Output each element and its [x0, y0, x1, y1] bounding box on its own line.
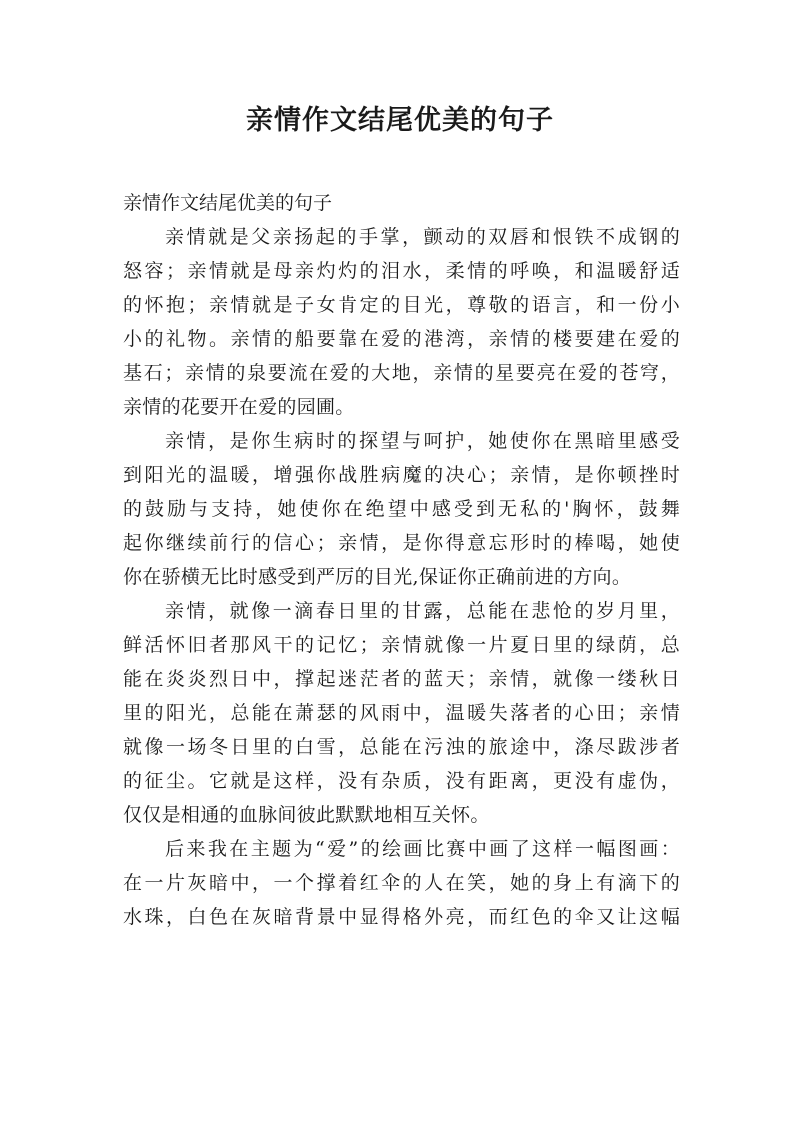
text-line: 后来我在主题为“爱”的绘画比赛中画了这样一幅图画：	[165, 838, 680, 860]
paragraph-4	[123, 832, 680, 934]
text-line: 起你继续前行的信心；亲情，是你得意忘形时的棒喝，她使	[123, 532, 680, 554]
text-line: 能在炎炎烈日中，撑起迷茫者的蓝天；亲情，就像一缕秋日	[123, 668, 680, 690]
text-line: 仅仅是相通的血脉间彼此默默地相互关怀。	[123, 804, 490, 826]
text-line: 水珠，白色在灰暗背景中显得格外亮，而红色的伞又让这幅	[123, 906, 680, 928]
text-line: 里的阳光，总能在萧瑟的风雨中，温暖失落者的心田；亲情	[123, 702, 680, 724]
text-line: 的征尘。它就是这样，没有杂质，没有距离，更没有虚伪，	[123, 770, 680, 792]
text-line: 小的礼物。亲情的船要靠在爱的港湾，亲情的楼要建在爱的	[123, 328, 680, 350]
text-line: 亲情的花要开在爱的园圃。	[123, 396, 355, 418]
document-body	[123, 186, 680, 934]
paragraph-2	[123, 424, 680, 594]
text-line: 鲜活怀旧者那风干的记忆；亲情就像一片夏日里的绿荫，总	[123, 634, 680, 656]
text-line: 到阳光的温暖，增强你战胜病魔的决心；亲情，是你顿挫时	[123, 464, 680, 486]
text-line: 亲情就是父亲扬起的手掌，颤动的双唇和恨铁不成钢的	[165, 226, 680, 248]
text-line: 怒容；亲情就是母亲灼灼的泪水，柔情的呼唤，和温暖舒适	[123, 260, 680, 282]
text-line: 就像一场冬日里的白雪，总能在污浊的旅途中，涤尽跋涉者	[123, 736, 680, 758]
text-line: 的鼓励与支持，她使你在绝望中感受到无私的'胸怀，鼓舞	[123, 498, 680, 520]
paragraph-1	[123, 220, 680, 424]
paragraph-3	[123, 594, 680, 832]
text-line: 的怀抱；亲情就是子女肯定的目光，尊敬的语言，和一份小	[123, 294, 680, 316]
text-line: 在一片灰暗中，一个撑着红伞的人在笑，她的身上有滴下的	[123, 872, 680, 894]
text-line: 基石；亲情的泉要流在爱的大地，亲情的星要亮在爱的苍穹，	[123, 362, 680, 384]
document-subtitle: 亲情作文结尾优美的句子	[123, 192, 333, 214]
document-title: 亲情作文结尾优美的句子	[246, 105, 554, 136]
text-line: 亲情，就像一滴春日里的甘露，总能在悲怆的岁月里，	[165, 600, 680, 622]
text-line: 你在骄横无比时感受到严厉的目光,保证你正确前进的方向。	[123, 566, 632, 588]
text-line: 亲情，是你生病时的探望与呵护，她使你在黑暗里感受	[165, 430, 680, 452]
